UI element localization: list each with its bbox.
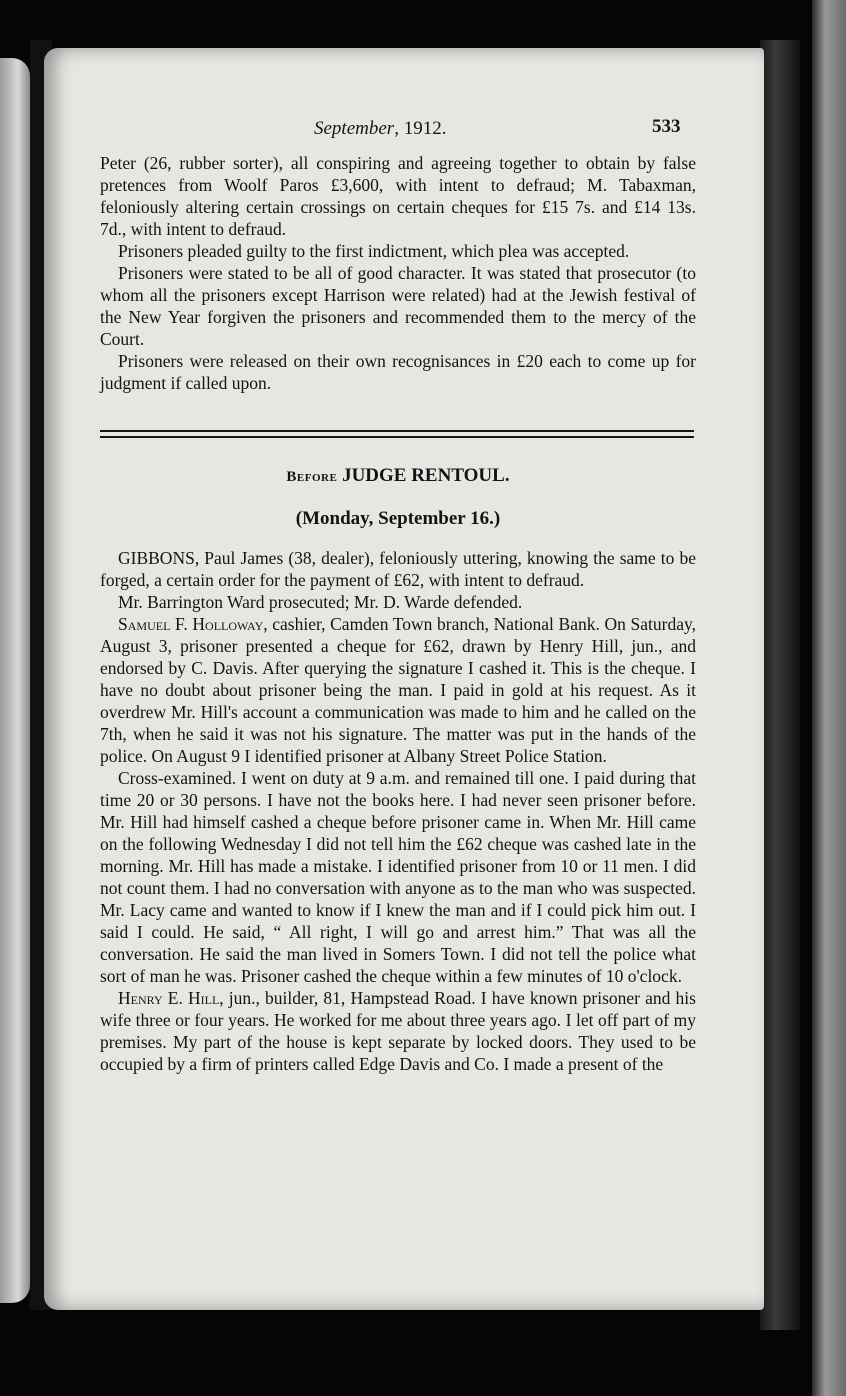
- paragraph: Cross-examined. I went on duty at 9 a.m. and remained till one. I paid during that time 20 or 30 persons. I have not the books here. I had never seen prisoner before. Mr. Hill had himself cashed a cheque before prisoner came in. When Mr. Hill came on the following Wednesday I did not tell him the £62 cheque was cashed late in the morning. Mr. Hill has made a mistake. I identified prisoner from 10 or 11 men. I did not count them. I had no conversation with anyone as to the man who was suspected. Mr. Lacy came and wanted to know if I knew the man and if I could pick him out. I said I could. He said, “ All right, I will go and arrest him.” That was all the conversation. He said the man lived in Somers Town. I did not tell the police what sort of man he was. Prisoner cashed the cheque within a few minutes of 10 o'clock.: [100, 768, 696, 986]
- book-page-edges: [760, 40, 800, 1330]
- paragraph: [100, 987, 696, 1075]
- paragraph: Mr. Barrington Ward prosecuted; Mr. D. Warde defended.: [118, 592, 523, 612]
- witness-testimony: , jun., builder, 81, Hampstead Road. I have known prisoner and his wife three or four years. He worked for me about three years ago. I let off part of my premises. My part of the house is kept separate by locked doors. They used to be occupied by a firm of printers called Edge Davis and Co. I made a present of the: [100, 988, 696, 1074]
- paragraph: Prisoners were released on their own recognisances in £20 each to come up for judgment if called upon.: [100, 351, 696, 393]
- section-divider: [100, 430, 694, 432]
- section-title-prefix: Before: [286, 469, 338, 485]
- witness-name: Henry E. Hill: [118, 988, 220, 1008]
- witness-name: Samuel F. Holloway: [118, 614, 264, 634]
- running-head: [314, 118, 446, 140]
- page-number: 533: [652, 116, 681, 137]
- witness-testimony: , cashier, Camden Town branch, National Bank. On Saturday, August 3, prisoner presented a cheque for £62, drawn by Henry Hill, jun., and endorsed by C. Davis. After querying the signature I cashed it. This is the cheque. I have no doubt about prisoner being the man. I paid in gold at his request. As it overdrew Mr. Hill's account a communication was made to him and he called on the 7th, when he said it was not his signature. The matter was put in the hands of the police. On August 9 I identified prisoner at Albany Street Police Station.: [100, 614, 696, 766]
- facing-page-edge: [0, 58, 30, 1303]
- paragraph: GIBBONS, Paul James (38, dealer), feloniously uttering, knowing the same to be forged, a certain order for the payment of £62, with intent to defraud.: [100, 548, 696, 590]
- running-head-month: September: [314, 118, 395, 139]
- scanner-edge: [812, 0, 846, 1396]
- section-divider: [100, 436, 694, 438]
- paragraph: [100, 613, 696, 767]
- continued-case-text: [100, 152, 696, 394]
- section-title: [100, 465, 696, 487]
- section-date: (Monday, September 16.): [295, 508, 501, 529]
- paragraph: Peter (26, rubber sorter), all conspiring and agreeing together to obtain by false pretences from Woolf Paros £3,600, with intent to defraud; M. Tabaxman, feloniously altering certain crossings on certain cheques for £15 7s. and £14 13s. 7d., with intent to defraud.: [100, 153, 696, 239]
- running-head-year: , 1912.: [394, 118, 447, 139]
- page-header: [44, 112, 764, 142]
- case-text: [100, 547, 696, 1075]
- paragraph: Prisoners were stated to be all of good character. It was stated that prosecutor (to whom all the prisoners except Harrison were related) had at the Jewish festival of the New Year forgiven the prisoners and recommended them to the mercy of the Court.: [100, 263, 696, 349]
- section-title-main: JUDGE RENTOUL.: [337, 465, 510, 486]
- paragraph: Prisoners pleaded guilty to the first indictment, which plea was accepted.: [118, 241, 630, 261]
